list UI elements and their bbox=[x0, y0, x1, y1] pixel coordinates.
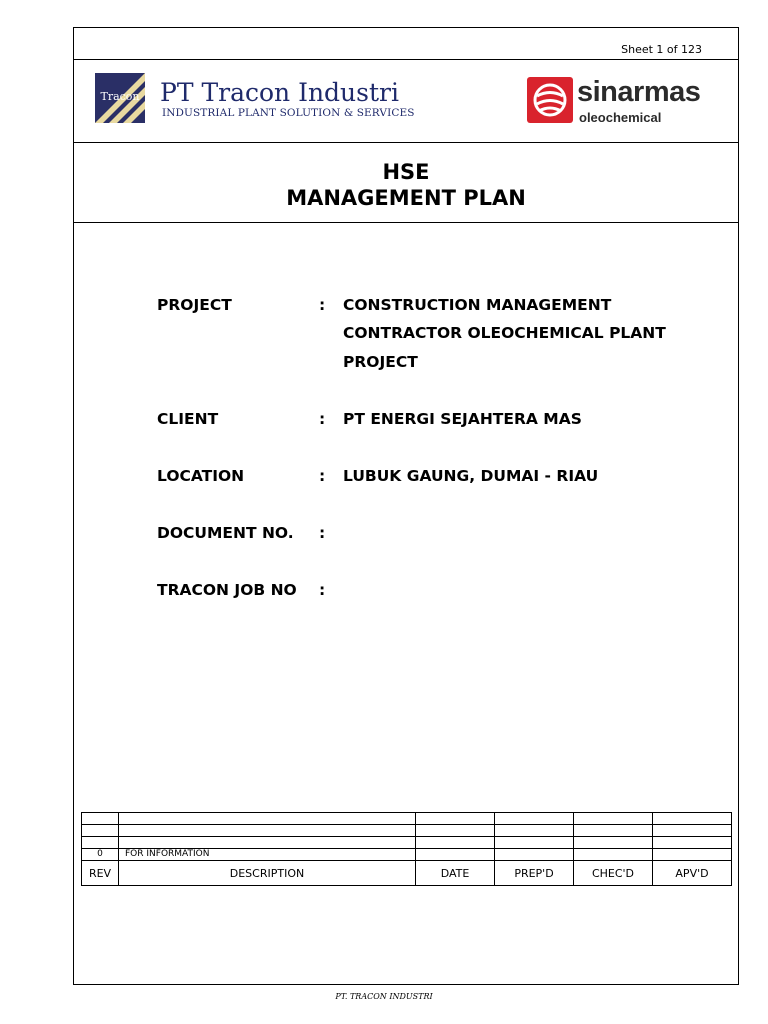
client-label: CLIENT bbox=[157, 410, 219, 428]
client-value: PT ENERGI SEJAHTERA MAS bbox=[343, 410, 582, 428]
header-checd: CHEC'D bbox=[574, 861, 653, 886]
header-apvd: APV'D bbox=[653, 861, 732, 886]
prepd-cell bbox=[495, 837, 574, 849]
client-logo-sub: oleochemical bbox=[579, 110, 662, 125]
checd-cell bbox=[574, 825, 653, 837]
header-prepd: PREP'D bbox=[495, 861, 574, 886]
revision-table bbox=[81, 812, 732, 886]
prepd-cell bbox=[495, 849, 574, 861]
project-value-line-2: CONTRACTOR OLEOCHEMICAL PLANT bbox=[343, 324, 666, 342]
table-header-row bbox=[82, 861, 732, 886]
apvd-cell bbox=[653, 813, 732, 825]
rev-cell bbox=[82, 825, 119, 837]
description-cell bbox=[119, 813, 416, 825]
sinarmas-logo-icon bbox=[527, 77, 573, 123]
prepd-cell bbox=[495, 813, 574, 825]
tracon-job-colon: : bbox=[319, 581, 326, 599]
company-name: PT Tracon Industri bbox=[160, 78, 399, 107]
checd-cell bbox=[574, 813, 653, 825]
rev-cell bbox=[82, 813, 119, 825]
document-no-label: DOCUMENT NO. bbox=[157, 524, 294, 542]
checd-cell bbox=[574, 837, 653, 849]
title-line-1: HSE bbox=[382, 160, 430, 184]
divider-logo bbox=[73, 142, 739, 143]
company-tagline: INDUSTRIAL PLANT SOLUTION & SERVICES bbox=[162, 107, 415, 119]
sheet-number: Sheet 1 of 123 bbox=[621, 43, 702, 56]
tracon-logo bbox=[95, 73, 145, 123]
rev-cell bbox=[82, 837, 119, 849]
header-date: DATE bbox=[416, 861, 495, 886]
header-description: DESCRIPTION bbox=[119, 861, 416, 886]
description-cell bbox=[119, 837, 416, 849]
table-row bbox=[82, 849, 732, 861]
project-value-line-3: PROJECT bbox=[343, 353, 418, 371]
description-cell bbox=[119, 825, 416, 837]
apvd-cell bbox=[653, 825, 732, 837]
apvd-cell bbox=[653, 837, 732, 849]
tracon-logo-text: Tracon bbox=[100, 90, 140, 103]
project-label: PROJECT bbox=[157, 296, 232, 314]
location-colon: : bbox=[319, 467, 326, 485]
divider-top bbox=[73, 59, 739, 60]
client-colon: : bbox=[319, 410, 326, 428]
table-row bbox=[82, 837, 732, 849]
table-row bbox=[82, 813, 732, 825]
tracon-job-label: TRACON JOB NO bbox=[157, 581, 297, 599]
location-label: LOCATION bbox=[157, 467, 245, 485]
table-row bbox=[82, 825, 732, 837]
date-cell bbox=[416, 825, 495, 837]
page-footer: PT. TRACON INDUSTRI bbox=[335, 992, 433, 1001]
date-cell bbox=[416, 813, 495, 825]
header-rev: REV bbox=[82, 861, 119, 886]
description-cell: FOR INFORMATION bbox=[119, 849, 416, 861]
checd-cell bbox=[574, 849, 653, 861]
title-line-2: MANAGEMENT PLAN bbox=[286, 186, 526, 210]
prepd-cell bbox=[495, 825, 574, 837]
project-value-line-1: CONSTRUCTION MANAGEMENT bbox=[343, 296, 612, 314]
client-logo-name: sinarmas bbox=[577, 76, 701, 108]
divider-title bbox=[73, 222, 739, 223]
apvd-cell bbox=[653, 849, 732, 861]
date-cell bbox=[416, 837, 495, 849]
project-colon: : bbox=[319, 296, 326, 314]
rev-cell: 0 bbox=[82, 849, 119, 861]
date-cell bbox=[416, 849, 495, 861]
document-no-colon: : bbox=[319, 524, 326, 542]
location-value: LUBUK GAUNG, DUMAI - RIAU bbox=[343, 467, 599, 485]
